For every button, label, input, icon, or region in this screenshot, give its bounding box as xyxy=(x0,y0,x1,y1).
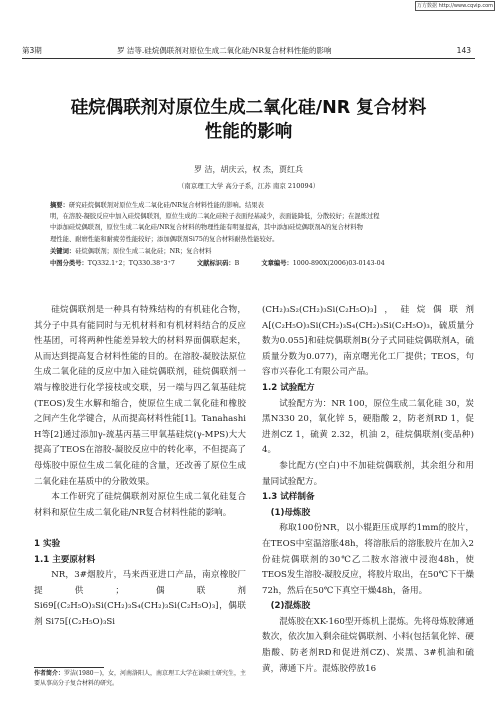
watermark-badge: 万方数据 http://www.cqvip.com xyxy=(416,3,494,9)
affiliation: （南京理工大学 高分子系，江苏 南京 210094） xyxy=(177,182,320,190)
title-line-2: 性能的影响 xyxy=(204,122,293,142)
doc-code-label: 文献标识码： xyxy=(196,260,235,267)
footnote-label: 作者简介： xyxy=(34,670,65,677)
section-heading: 1.2 试验配方 xyxy=(262,382,315,393)
paragraph-text: 硅烷偶联剂是一种具有特殊结构的有机硅化合物，其分子中具有能同时与无机材料和有机材料结合的反应性基团，可将两种性能差异较大的材料界面偶联起来，从而达到提高复合材料性能的目的。在溶胶-凝胶法原位生成二氧化硅的反应中加入硅烷偶联剂，硅烷偶联剂一端与橡胶进行化学接枝或交联，另一端与四乙氧基硅烷(TEOS)发生水解和缩合，使原位生成二氧化硅和橡胶之间产生化学键合，从而提高材料性能[1]。Tanahashi H等[2]通过添加γ-巯基丙基三甲氧基硅烷(γ-MPS)大大提高了TEOS在溶胶-凝胶反应中的转化率，不但提高了母炼胶中原位生成二氧化硅的含量，还改善了原位生成二氧化硅在基质中的分散效果。 xyxy=(34,305,246,487)
paragraph xyxy=(34,568,246,630)
section-heading: 1.1 主要原材料 xyxy=(34,554,96,565)
footnote-divider xyxy=(34,667,104,668)
subsection-heading: (2)混炼胶 xyxy=(270,601,311,612)
abstract-label: 摘要： xyxy=(50,202,69,209)
keywords-label: 关键词： xyxy=(50,248,76,255)
clc-label: 中图分类号： xyxy=(50,260,88,267)
paragraph-text: 参比配方(空白)中不加硅烷偶联剂，其余组分和用量同试验配方。 xyxy=(262,460,474,487)
doc-code-value: B xyxy=(234,260,240,267)
article-no-value: 1000-890X(2006)03-0143-04 xyxy=(292,260,385,267)
issue-label: 第3期 xyxy=(22,46,42,55)
spacer xyxy=(34,521,246,537)
section-heading: 1.3 试样制备 xyxy=(262,492,315,503)
running-header xyxy=(22,44,475,59)
abstract-line: 明，在溶胶-凝胶反应中加入硅烷偶联剂，原位生成的二氧化硅粒子表面羟基减少，表面能降低，分散较好；在混炼过程 xyxy=(50,213,380,221)
author-list: 罗 洁，胡庆云，权 杰，贾红兵 xyxy=(193,165,304,174)
paragraph xyxy=(262,615,474,677)
author-footnote xyxy=(34,669,246,689)
abstract-line: 中添加硅烷偶联剂，原位生成二氧化硅/NR复合材料的物理性能有明显提高，其中添加硅烷偶联剂A的复合材料物 xyxy=(50,224,363,232)
paragraph-text: 试验配方为：NR 100，原位生成二氧化硅 30，炭黑N330 20，氧化锌 5，硬脂酸 2，防老剂RD 1，促进剂CZ 1，硫黄 2.32，机油 2，硅烷偶联剂(变品种) 4。 xyxy=(262,398,474,456)
paragraph xyxy=(262,397,474,459)
title-line-1: 硅烷偶联剂对原位生成二氧化硅/NR 复合材料 xyxy=(70,98,427,118)
paragraph xyxy=(34,303,246,490)
clc-value: TQ332.1⁺2；TQ330.38⁺3⁺7 xyxy=(87,260,175,267)
paragraph: (CH₂)₃S₂(CH₂)₃Si(C₂H₅O)₃]，硅烷偶联剂A[(C₂H₅O)₃Si(CH₂)₃S₄(CH₂)₃Si(C₂H₅O)₃，硫质量分数为0.055]和硅烷偶联剂B(分子式同硅烷偶联剂A，硫质量分数为0.077)，南京曙光化工厂提供；TEOS，句容市兴春化工有限公司产品。 xyxy=(262,305,474,378)
paragraph-text: 混炼胶在XK-160型开炼机上混炼。先将母炼胶薄通数次，依次加入剩余硅烷偶联剂、小料(包括氧化锌、硬脂酸、防老剂RD和促进剂CZ)、炭黑、3#机油和硫黄，薄通下片。混炼胶停放16 xyxy=(262,616,474,674)
abstract xyxy=(50,200,453,245)
paragraph xyxy=(34,490,246,521)
keywords xyxy=(50,246,453,257)
keywords-text: 硅烷偶联剂；原位生成二氧化硅；NR；复合材料 xyxy=(75,248,212,255)
page-number: 143 xyxy=(456,46,471,55)
running-title: 罗 洁等.硅烷偶联剂对原位生成二氧化硅/NR复合材料性能的影响 xyxy=(117,46,332,55)
article-no-label: 文章编号： xyxy=(261,260,293,267)
body-column-right xyxy=(262,303,474,677)
abstract-line: 摘要：研究硅烷偶联剂对原位生成二氧化硅/NR复合材料性能的影响。结果表 xyxy=(50,202,264,209)
paragraph xyxy=(262,521,474,599)
classification-row xyxy=(50,258,453,269)
paragraph-text: 称取100份NR，以小辊距压成厚约1mm的胶片，在TEOS中室温溶胀48h，将溶胀后的溶胀胶片在加入2份硅烷偶联剂的30℃乙二胺水溶液中浸泡48h，使TEOS发生溶胶-凝胶反应，将胶片取出，在50℃下干燥72h，然后在50℃下真空干燥48h，备用。 xyxy=(262,523,474,596)
body-column-left xyxy=(34,303,246,630)
section-heading: 1 实验 xyxy=(34,538,61,549)
article-title xyxy=(20,96,477,144)
paragraph-text: NR，3#烟胶片，马来西亚进口产品，南京橡胶厂提供；偶联剂 Si69[(C₂H₅O)₃Si(CH₂)₃S₄(CH₂)₃Si(C₂H₅O)₃]，偶联剂 Si75[(C₂H₅O)₃Si xyxy=(34,570,246,627)
paragraph xyxy=(262,459,474,490)
paragraph-text: 本工作研究了硅烷偶联剂对原位生成二氧化硅复合材料和原位生成二氧化硅/NR复合材料性能的影响。 xyxy=(34,492,246,518)
abstract-line: 理性能、耐磨性能和耐疲劳性能较好；添加偶联剂Si75的复合材料耐热性能较好。 xyxy=(50,235,279,243)
footnote-text: 罗洁(1980－)，女，河南洛阳人，南京理工大学在读硕士研究生，主要从事高分子复合材料的研究。 xyxy=(34,670,246,687)
subsection-heading: (1)母炼胶 xyxy=(270,507,311,518)
